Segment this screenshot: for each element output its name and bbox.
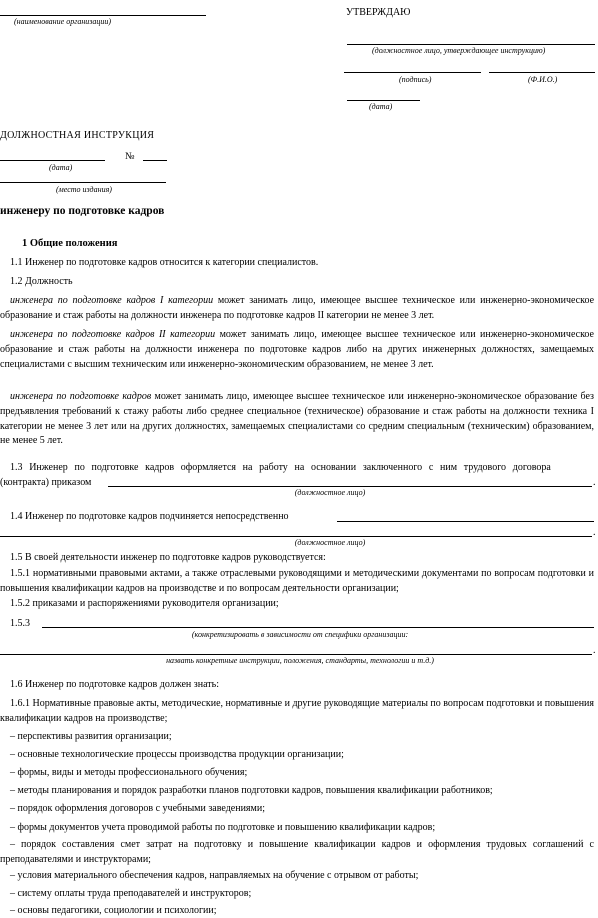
fio-line[interactable] bbox=[489, 72, 595, 73]
knowledge-item: – методы планирования и порядок разработки планов подготовки кадров, повышения квалификации работников; bbox=[10, 785, 493, 796]
category-2-lead: инженера по подготовке кадров II категории bbox=[10, 329, 216, 340]
supervisor-caption: (должностное лицо) bbox=[294, 538, 366, 547]
approver-position-line[interactable] bbox=[347, 44, 595, 45]
order-dot: . bbox=[593, 477, 596, 488]
specifics-line-2[interactable] bbox=[0, 654, 592, 655]
para-1-5-1 bbox=[0, 567, 594, 597]
doc-subject: инженеру по подготовке кадров bbox=[0, 205, 165, 217]
para-1-3: 1.3 Инженер по подготовке кадров оформляется на работу на основании заключенного с ним трудового договора bbox=[10, 462, 551, 473]
doc-number-line[interactable] bbox=[143, 160, 167, 161]
category-0-lead: инженера по подготовке кадров bbox=[10, 391, 152, 402]
doc-place-line[interactable] bbox=[0, 182, 166, 183]
specifics-caption-2: назвать конкретные инструкции, положения, стандарты, технологии и т.д.) bbox=[166, 656, 434, 665]
fio-caption: (Ф.И.О.) bbox=[528, 75, 558, 84]
specifics-line-1[interactable] bbox=[42, 627, 594, 628]
para-1-6: 1.6 Инженер по подготовке кадров должен знать: bbox=[10, 679, 219, 690]
approve-label: УТВЕРЖДАЮ bbox=[346, 7, 411, 18]
para-1-2: 1.2 Должность bbox=[10, 276, 73, 287]
doc-date-line[interactable] bbox=[0, 160, 105, 161]
org-name-line[interactable] bbox=[0, 15, 206, 16]
knowledge-item bbox=[0, 838, 594, 868]
para-1-6-1-text: 1.6.1 Нормативные правовые акты, методические, нормативные и другие руководящие материалы по вопросам подготовки и повышения квалификации кадров на производстве; bbox=[0, 698, 594, 724]
para-1-5: 1.5 В своей деятельности инженер по подготовке кадров руководствуется: bbox=[10, 552, 326, 563]
knowledge-item: – формы документов учета проводимой работы по подготовке и повышению квалификации кадров; bbox=[10, 822, 436, 833]
para-1-5-2: 1.5.2 приказами и распоряжениями руководителя организации; bbox=[10, 598, 279, 609]
supervisor-dot: . bbox=[593, 527, 596, 538]
category-2-text: может занимать лицо, имеющее высшее техническое или инженерно-экономическое образование и стаж работы на должности инженера по подготовке кадров либо на других инженерных должностях, замещаемых специалистами с высшим техническим или инженерно-экономическим образованием, не менее 3 лет. bbox=[0, 329, 594, 370]
knowledge-item: – основы педагогики, социологии и психологии; bbox=[10, 905, 217, 916]
order-person-line[interactable] bbox=[108, 486, 592, 487]
knowledge-item: – порядок оформления договоров с учебными заведениями; bbox=[10, 803, 265, 814]
para-1-1: 1.1 Инженер по подготовке кадров относится к категории специалистов. bbox=[10, 257, 319, 268]
knowledge-item: – основные технологические процессы производства продукции организации; bbox=[10, 749, 344, 760]
doc-number-sign: № bbox=[125, 151, 135, 162]
knowledge-item-text: – порядок составления смет затрат на подготовку и повышение квалификации кадров и оформления трудовых соглашений с преподавателями и инструкторами; bbox=[0, 839, 594, 865]
org-caption: (наименование организации) bbox=[14, 17, 112, 26]
para-1-5-1-text: 1.5.1 нормативными правовыми актами, а также отраслевыми руководящими и методическими документами по вопросам подготовки и повышения квалификации кадров на производстве и по вопросам деятельности организации; bbox=[0, 568, 594, 594]
doc-date-caption: (дата) bbox=[49, 163, 73, 172]
para-category-2 bbox=[0, 328, 594, 372]
specifics-caption: (конкретизировать в зависимости от специфики организации: bbox=[191, 630, 409, 639]
category-1-text: может занимать лицо, имеющее высшее техническое или инженерно-экономическое образование и стаж работы на должности инженера по подготовке кадров II категории не менее 3 лет. bbox=[0, 295, 595, 321]
approve-date-caption: (дата) bbox=[369, 102, 393, 111]
order-person-caption: (должностное лицо) bbox=[294, 488, 366, 497]
knowledge-item: – условия материального обеспечения кадров, направляемых на обучение с отрывом от работы; bbox=[10, 870, 419, 881]
approver-position-caption: (должностное лицо, утверждающее инструкцию) bbox=[372, 46, 546, 55]
signature-line[interactable] bbox=[344, 72, 481, 73]
knowledge-item: – формы, виды и методы профессионального обучения; bbox=[10, 767, 248, 778]
para-1-3-order: (контракта) приказом bbox=[0, 477, 92, 488]
category-0-text: может занимать лицо, имеющее высшее техническое или инженерно-экономическое образование без предъявления требований к стажу работы либо среднее специальное (техническое) образование и стаж работы на должности техника I категории не менее 3 лет или на других должностях, замещаемых специалистами со средним специальным (техническим) образованием, не менее 5 лет. bbox=[0, 391, 595, 447]
signature-caption: (подпись) bbox=[399, 75, 432, 84]
para-category-1 bbox=[0, 294, 594, 324]
para-1-6-1 bbox=[0, 697, 594, 727]
supervisor-line-2[interactable] bbox=[0, 536, 592, 537]
knowledge-item: – систему оплаты труда преподавателей и инструкторов; bbox=[10, 888, 252, 899]
knowledge-item: – перспективы развития организации; bbox=[10, 731, 172, 742]
specifics-dot: . bbox=[593, 645, 596, 656]
supervisor-line-1[interactable] bbox=[337, 521, 594, 522]
para-1-4: 1.4 Инженер по подготовке кадров подчиняется непосредственно bbox=[10, 511, 289, 522]
doc-title: ДОЛЖНОСТНАЯ ИНСТРУКЦИЯ bbox=[0, 130, 155, 141]
doc-place-caption: (место издания) bbox=[56, 185, 112, 194]
section-heading: 1 Общие положения bbox=[22, 238, 118, 249]
approve-date-line[interactable] bbox=[347, 100, 420, 101]
para-category-0 bbox=[0, 390, 594, 449]
para-1-5-3: 1.5.3 bbox=[10, 618, 30, 629]
category-1-lead: инженера по подготовке кадров I категории bbox=[10, 295, 214, 306]
